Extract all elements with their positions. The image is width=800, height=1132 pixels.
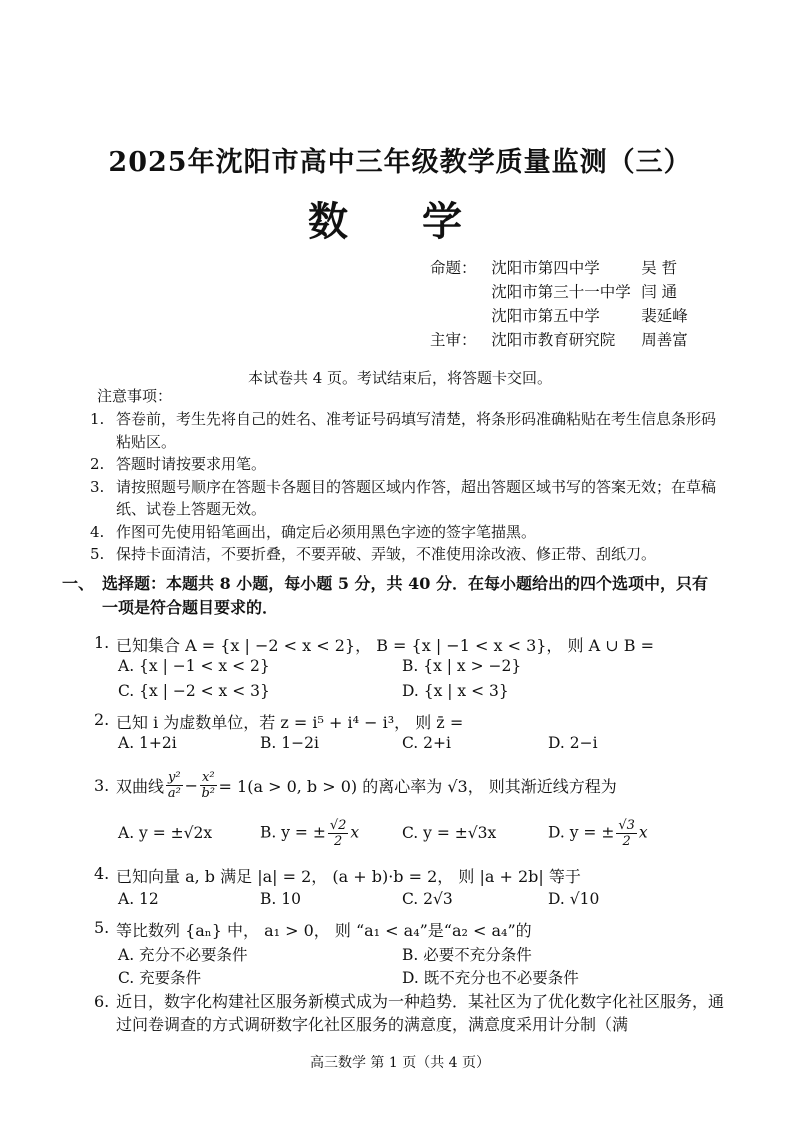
- credit-name: 吴 哲: [641, 259, 678, 277]
- option-c[interactable]: C. 2+i: [402, 734, 451, 752]
- question-3: 3. 双曲线 $\frac{\text{y²}}{\text{a²}}$ − $\frac{\text{x²}}{\text{b²}}$ = 1(a > 0, b > 0) 的离心率为 √3， 则其渐近线方程为: [94, 770, 617, 801]
- credit-row: [430, 327, 730, 351]
- note-text: 请按照题号顺序在答题卡各题目的答题区域内作答，超出答题区域书写的答案无效；在草稿纸、试卷上答题无效。: [116, 477, 717, 518]
- question-stem: 等比数列 {aₙ} 中， a₁ > 0， 则 “a₁ < a₄”是“a₂ < a₄”的: [116, 921, 532, 940]
- note-text: 答卷前，考生先将自己的姓名、准考证号码填写清楚，将条形码准确粘贴在考生信息条形码粘贴区。: [116, 410, 717, 451]
- section-heading: [62, 572, 722, 620]
- option-d[interactable]: D. √10: [548, 890, 600, 908]
- question-number: 4.: [94, 864, 110, 883]
- question-number: 1.: [94, 633, 110, 652]
- option-a[interactable]: A. {x | −1 < x < 2}: [118, 657, 270, 675]
- exam-title: 2025年沈阳市高中三年级教学质量监测（三）: [108, 147, 692, 178]
- option-b[interactable]: B. 1−2i: [260, 734, 319, 752]
- subject-title: 数 学: [308, 198, 492, 245]
- option-d[interactable]: D. 2−i: [548, 734, 598, 752]
- note-number: 3.: [90, 477, 105, 496]
- note-number: 2.: [90, 455, 105, 473]
- option-a[interactable]: A. y = ±√2x: [118, 824, 213, 842]
- fraction-y2-a2: $\frac{\text{y²}}{\text{a²}}$: [167, 770, 181, 801]
- note-text: 答题时请按要求用笔。: [116, 455, 267, 473]
- option-b[interactable]: B. 10: [260, 890, 301, 908]
- option-a[interactable]: A. 1+2i: [118, 734, 177, 752]
- note-number: 5.: [90, 545, 105, 563]
- exam-notice: 本试卷共 4 页。考试结束后，将答题卡交回。: [247, 369, 553, 387]
- credits-block: [430, 255, 730, 351]
- question-stem-suffix: = 1(a > 0, b > 0) 的离心率为 √3， 则其渐近线方程为: [218, 777, 617, 796]
- credit-name: 裴延峰: [641, 307, 688, 325]
- option-d[interactable]: D. {x | x < 3}: [402, 682, 509, 700]
- question-1: [94, 633, 734, 656]
- question-6: [94, 990, 734, 1036]
- note-item: [90, 521, 720, 544]
- question-stem: 已知 i 为虚数单位，若 z = i⁵ + i⁴ − i³， 则 z̄ =: [116, 713, 464, 732]
- credit-row: [430, 279, 730, 303]
- question-number: 5.: [94, 918, 110, 937]
- option-b-label: B. y = ±: [260, 823, 326, 842]
- note-item: [90, 408, 720, 453]
- credit-school: 沈阳市第三十一中学: [491, 283, 631, 301]
- option-d-label: D. y = ±: [548, 823, 615, 842]
- credit-row: [430, 303, 730, 327]
- option-c[interactable]: C. {x | −2 < x < 3}: [118, 682, 270, 700]
- credit-role: 主审：: [430, 331, 477, 349]
- option-d[interactable]: D. 既不充分也不必要条件: [402, 969, 579, 987]
- credit-name: 闫 通: [641, 283, 678, 301]
- note-number: 1.: [90, 410, 105, 428]
- question-4: [94, 864, 734, 887]
- note-text: 作图可先使用铅笔画出，确定后必须用黑色字迹的签字笔描黑。: [116, 522, 537, 541]
- credit-school: 沈阳市教育研究院: [491, 331, 616, 349]
- option-c[interactable]: C. y = ±√3x: [402, 824, 497, 842]
- credit-name: 周善富: [641, 331, 688, 349]
- question-number: 6.: [94, 992, 110, 1011]
- credit-school: 沈阳市第四中学: [491, 259, 600, 277]
- option-a[interactable]: A. 12: [118, 890, 159, 908]
- page-footer: 高三数学 第 1 页（共 4 页）: [309, 1055, 491, 1071]
- section-number: 一、: [62, 574, 95, 593]
- fraction-x2-b2: $\frac{\text{x²}}{\text{b²}}$: [201, 770, 216, 801]
- option-a[interactable]: A. 充分不必要条件: [118, 946, 248, 964]
- question-stem: 已知集合 A = {x | −2 < x < 2}， B = {x | −1 < x < 3}， 则 A ∪ B =: [116, 636, 654, 655]
- note-item: [90, 543, 720, 566]
- option-c[interactable]: C. 2√3: [402, 890, 453, 908]
- note-text: 保持卡面清洁，不要折叠，不要弄破、弄皱，不准使用涂改液、修正带、刮纸刀。: [116, 545, 657, 563]
- question-number: 3.: [94, 776, 110, 795]
- note-item: [90, 453, 720, 476]
- question-stem: 近日，数字化构建社区服务新模式成为一种趋势．某社区为了优化数字化社区服务，通过问卷调查的方式调研数字化社区服务的满意度，满意度采用计分制（满: [116, 992, 725, 1034]
- credit-school: 沈阳市第五中学: [491, 307, 600, 325]
- option-d[interactable]: D. y = ± $\frac{√3}{2}$ x: [548, 818, 648, 849]
- question-stem-prefix: 双曲线: [116, 777, 165, 796]
- option-b[interactable]: B. 必要不充分条件: [402, 946, 532, 964]
- question-number: 2.: [94, 710, 110, 729]
- option-b[interactable]: B. {x | x > −2}: [402, 657, 522, 675]
- option-b[interactable]: B. y = ± $\frac{√2}{2}$ x: [260, 818, 360, 849]
- question-2: [94, 710, 734, 733]
- option-c[interactable]: C. 充要条件: [118, 969, 202, 987]
- section-instructions: 选择题：本题共 8 小题，每小题 5 分，共 40 分．在每小题给出的四个选项中，只有一项是符合题目要求的．: [102, 574, 708, 617]
- note-item: [90, 476, 720, 521]
- notes-list: [90, 408, 720, 566]
- question-5: [94, 918, 734, 941]
- note-number: 4.: [90, 522, 105, 541]
- notes-title: 注意事项：: [97, 387, 173, 405]
- question-stem: 已知向量 a, b 满足 |a| = 2， (a + b)·b = 2， 则 |a + 2b| 等于: [116, 867, 581, 886]
- credit-row: [430, 255, 730, 279]
- credit-role: 命题：: [430, 259, 477, 277]
